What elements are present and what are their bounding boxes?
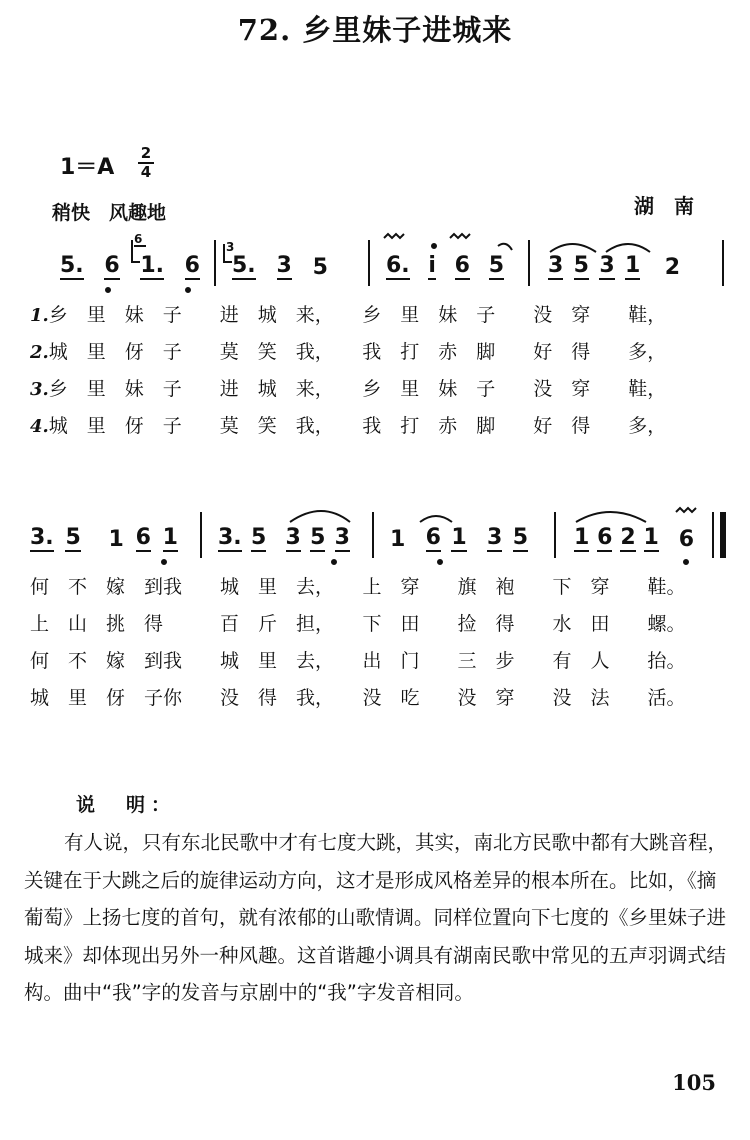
note: 5. xyxy=(232,253,256,278)
lyric-line-2: 2.城 里 伢 子 莫 笑 我， 我 打 赤 脚 好 得 多， xyxy=(30,341,667,363)
note: 2 xyxy=(664,255,680,280)
lyric-line-6: 上 山 挑 得 百 斤 担， 下 田 捡 得 水 田 螺。 xyxy=(30,613,686,635)
note: 1 xyxy=(162,525,178,550)
measure-7 xyxy=(390,526,528,552)
note: 5 xyxy=(65,525,81,550)
final-bar-thick xyxy=(720,512,726,558)
bar-line xyxy=(200,512,202,558)
bar-line xyxy=(214,240,216,286)
lyric-line-7: 何 不 嫁 到我 城 里 去， 出 门 三 步 有 人 抬。 xyxy=(30,650,686,672)
meter-top: 2 xyxy=(140,144,152,162)
note: i xyxy=(428,253,436,278)
note: 3. xyxy=(30,525,54,550)
lyric-line-3: 3.乡 里 妹 子 进 城 来， 乡 里 妹 子 没 穿 鞋， xyxy=(30,378,667,400)
note: 5 xyxy=(312,255,328,280)
bar-line xyxy=(554,512,556,558)
note: 3 xyxy=(487,525,503,550)
note: 6 xyxy=(454,253,470,278)
page-number: 105 xyxy=(672,1070,716,1095)
note: 1 xyxy=(108,527,124,552)
tempo-marking: 稍快 风趣地 xyxy=(52,202,167,224)
note: 6 xyxy=(425,525,441,550)
explanation-heading: 说 明： xyxy=(76,794,177,816)
final-bar-line xyxy=(712,512,714,558)
measure-1 xyxy=(60,254,200,280)
key-signature: 1＝A xyxy=(60,155,115,180)
note: 6. xyxy=(386,253,410,278)
grace-note: 6 xyxy=(134,232,143,246)
note: 6 xyxy=(597,525,613,550)
note: 5 xyxy=(250,525,267,550)
note: 1 xyxy=(451,525,467,550)
lyric-line-4: 4.城 里 伢 子 莫 笑 我， 我 打 赤 脚 好 得 多， xyxy=(30,415,667,437)
note: 2 xyxy=(620,525,636,550)
lyric-line-1: 1.乡 里 妹 子 进 城 来， 乡 里 妹 子 没 穿 鞋， xyxy=(30,304,667,326)
note: 1 xyxy=(643,525,659,550)
note: 5 xyxy=(310,525,326,550)
explanation-body: 有人说，只有东北民歌中才有七度大跳，其实，南北方民歌中都有大跳音程，关键在于大跳之后的旋律运动方向，这才是形成风格差异的根本所在。比如，《摘葡萄》上扬七度的首句，就有浓郁的山歌情调。同样位置向下七度的《乡里妹子进城来》却体现出另外一种风趣。这首谐趣小调具有湖南民歌中常见的五声羽调式结构。曲中“我”字的发音与京剧中的“我”字发音相同。 xyxy=(24,831,728,1004)
time-signature xyxy=(138,146,154,180)
note: 3 xyxy=(285,525,301,550)
grace-note: 3 xyxy=(226,240,235,254)
measure-5 xyxy=(30,526,178,552)
region-label: 湖南 xyxy=(634,194,714,218)
note: 6 xyxy=(104,253,120,278)
note: 6 xyxy=(135,525,151,550)
bar-line xyxy=(368,240,370,286)
bar-line xyxy=(372,512,374,558)
note: 6 xyxy=(184,253,200,278)
meter-bottom: 4 xyxy=(140,163,152,181)
note: 5. xyxy=(60,253,84,278)
song-title: 72. 乡里妹子进城来 xyxy=(237,13,513,47)
note: 1 xyxy=(625,253,641,278)
note: 3 xyxy=(599,253,615,278)
lyric-line-8: 城 里 伢 子你 没 得 我， 没 吃 没 穿 没 法 活。 xyxy=(30,687,686,709)
measure-8 xyxy=(574,526,694,552)
measure-4 xyxy=(548,254,680,280)
note: 1 xyxy=(390,527,406,552)
note: 1. xyxy=(140,253,164,278)
lyric-line-5: 何 不 嫁 到我 城 里 去， 上 穿 旗 袍 下 穿 鞋。 xyxy=(30,576,686,598)
measure-6 xyxy=(218,526,350,552)
note: 3 xyxy=(548,253,564,278)
note: 5 xyxy=(573,253,589,278)
note: 3. xyxy=(218,525,242,550)
note: 6 xyxy=(678,527,694,552)
bar-line xyxy=(528,240,530,286)
note: 5 xyxy=(488,253,504,278)
note: 1 xyxy=(574,525,590,550)
note: 5 xyxy=(512,525,528,550)
note: 3 xyxy=(276,253,292,278)
measure-3 xyxy=(386,254,504,280)
bar-line xyxy=(722,240,724,286)
note: 3 xyxy=(334,525,350,550)
measure-2 xyxy=(232,254,328,280)
